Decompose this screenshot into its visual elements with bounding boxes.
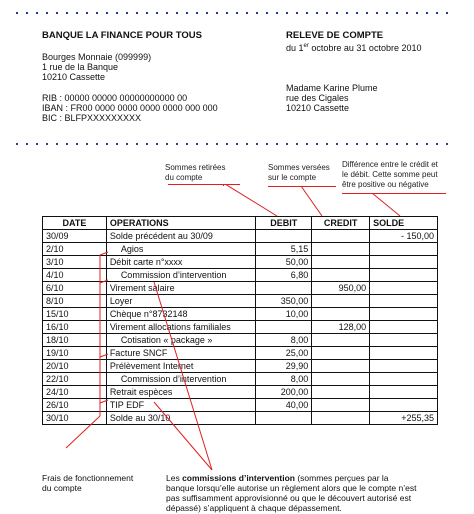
row-debit: 8,00	[256, 373, 312, 386]
row-debit: 6,80	[256, 269, 312, 282]
row-solde	[370, 295, 438, 308]
row-credit	[312, 347, 370, 360]
row-solde	[370, 360, 438, 373]
row-date: 15/10	[43, 308, 107, 321]
commission-connector	[150, 280, 270, 480]
row-debit	[256, 230, 312, 243]
bank-bic: BIC : BLFPXXXXXXXXX	[42, 113, 142, 123]
header-date: DATE	[43, 217, 107, 230]
row-operation: Solde au 30/10	[106, 412, 256, 425]
row-operation: Commission d’intervention	[106, 373, 256, 386]
row-solde	[370, 269, 438, 282]
commission-annotation: Les commissions d’intervention (sommes perçues par la banque lorsqu’elle autorise un règlement alors que le compte n’est pas suffisamment approvisionné ou que le découvert autorisé est dépassé) s’appliquent à chaque dépassement.	[166, 473, 417, 513]
row-operation: Solde précédent au 30/09	[106, 230, 256, 243]
row-solde: +255,35	[370, 412, 438, 425]
row-credit	[312, 386, 370, 399]
statement-period: du 1er octobre au 31 octobre 2010	[286, 43, 422, 53]
row-solde	[370, 256, 438, 269]
row-solde	[370, 373, 438, 386]
row-date: 30/10	[43, 412, 107, 425]
row-operation: TIP EDF	[106, 399, 256, 412]
row-credit	[312, 256, 370, 269]
row-solde: - 150,00	[370, 230, 438, 243]
row-solde	[370, 308, 438, 321]
credit-annotation: Sommes versées sur le compte	[268, 163, 330, 182]
row-debit: 200,00	[256, 386, 312, 399]
row-date: 22/10	[43, 373, 107, 386]
row-credit	[312, 412, 370, 425]
header-debit: DEBIT	[256, 217, 312, 230]
row-credit	[312, 373, 370, 386]
bank-address-line2: 10210 Cassette	[42, 72, 106, 82]
bank-name: BANQUE LA FINANCE POUR TOUS	[42, 30, 202, 41]
row-operation: Virement allocations familiales	[106, 321, 256, 334]
header-solde: SOLDE	[370, 217, 438, 230]
bank-iban: IBAN : FR00 0000 0000 0000 0000 000 000	[42, 103, 218, 113]
header-operations: OPERATIONS	[106, 217, 256, 230]
row-credit	[312, 295, 370, 308]
row-debit: 5,15	[256, 243, 312, 256]
row-date: 8/10	[43, 295, 107, 308]
row-credit	[312, 308, 370, 321]
row-date: 20/10	[43, 360, 107, 373]
statement-title: RELEVE DE COMPTE	[286, 30, 384, 41]
row-date: 18/10	[43, 334, 107, 347]
bank-address-line1: 1 rue de la Banque	[42, 62, 119, 72]
row-date: 19/10	[43, 347, 107, 360]
row-operation: Cotisation « package »	[106, 334, 256, 347]
row-debit: 50,00	[256, 256, 312, 269]
row-debit: 10,00	[256, 308, 312, 321]
row-credit: 128,00	[312, 321, 370, 334]
row-debit: 40,00	[256, 399, 312, 412]
row-operation: Agios	[106, 243, 256, 256]
table-header-row	[43, 217, 438, 230]
row-operation: Virement salaire	[106, 282, 256, 295]
row-debit: 25,00	[256, 347, 312, 360]
top-dotted-separator	[12, 12, 452, 14]
row-solde	[370, 399, 438, 412]
row-credit	[312, 269, 370, 282]
row-operation: Commission d’intervention	[106, 269, 256, 282]
row-date: 16/10	[43, 321, 107, 334]
client-street: rue des Cigales	[286, 93, 349, 103]
middle-dotted-separator	[12, 143, 452, 145]
row-solde	[370, 282, 438, 295]
row-date: 3/10	[43, 256, 107, 269]
row-date: 30/09	[43, 230, 107, 243]
row-debit: 8,00	[256, 334, 312, 347]
row-credit	[312, 230, 370, 243]
row-credit	[312, 243, 370, 256]
row-operation: Loyer	[106, 295, 256, 308]
debit-annotation: Sommes retirées du compte	[165, 163, 226, 182]
frais-annotation: Frais de fonctionnement du compte	[42, 473, 134, 493]
row-solde	[370, 347, 438, 360]
row-operation: Prélèvement Internet	[106, 360, 256, 373]
row-credit	[312, 334, 370, 347]
row-solde	[370, 334, 438, 347]
credit-connector	[300, 186, 340, 218]
row-solde	[370, 321, 438, 334]
solde-annotation: Différence entre le crédit et le débit. Cette somme peut être positive ou négative	[342, 160, 438, 189]
debit-connector	[225, 184, 285, 218]
row-credit	[312, 360, 370, 373]
solde-connector	[370, 193, 410, 218]
header-credit: CREDIT	[312, 217, 370, 230]
row-debit: 350,00	[256, 295, 312, 308]
row-date: 2/10	[43, 243, 107, 256]
debit-connector-top	[223, 184, 224, 186]
frais-bracket	[60, 240, 120, 460]
row-solde	[370, 386, 438, 399]
row-credit	[312, 399, 370, 412]
row-operation: Retrait espèces	[106, 386, 256, 399]
row-solde	[370, 243, 438, 256]
client-city: 10210 Cassette	[286, 103, 350, 113]
row-operation: Facture SNCF	[106, 347, 256, 360]
row-date: 6/10	[43, 282, 107, 295]
bank-branch: Bourges Monnaie (099999)	[42, 52, 152, 62]
row-operation: Chèque n°8732148	[106, 308, 256, 321]
row-operation: Débit carte n°xxxx	[106, 256, 256, 269]
bank-rib: RIB : 00000 00000 00000000000 00	[42, 93, 188, 103]
row-debit: 29,90	[256, 360, 312, 373]
row-credit: 950,00	[312, 282, 370, 295]
row-date: 4/10	[43, 269, 107, 282]
row-date: 26/10	[43, 399, 107, 412]
row-date: 24/10	[43, 386, 107, 399]
client-name: Madame Karine Plume	[286, 83, 378, 93]
